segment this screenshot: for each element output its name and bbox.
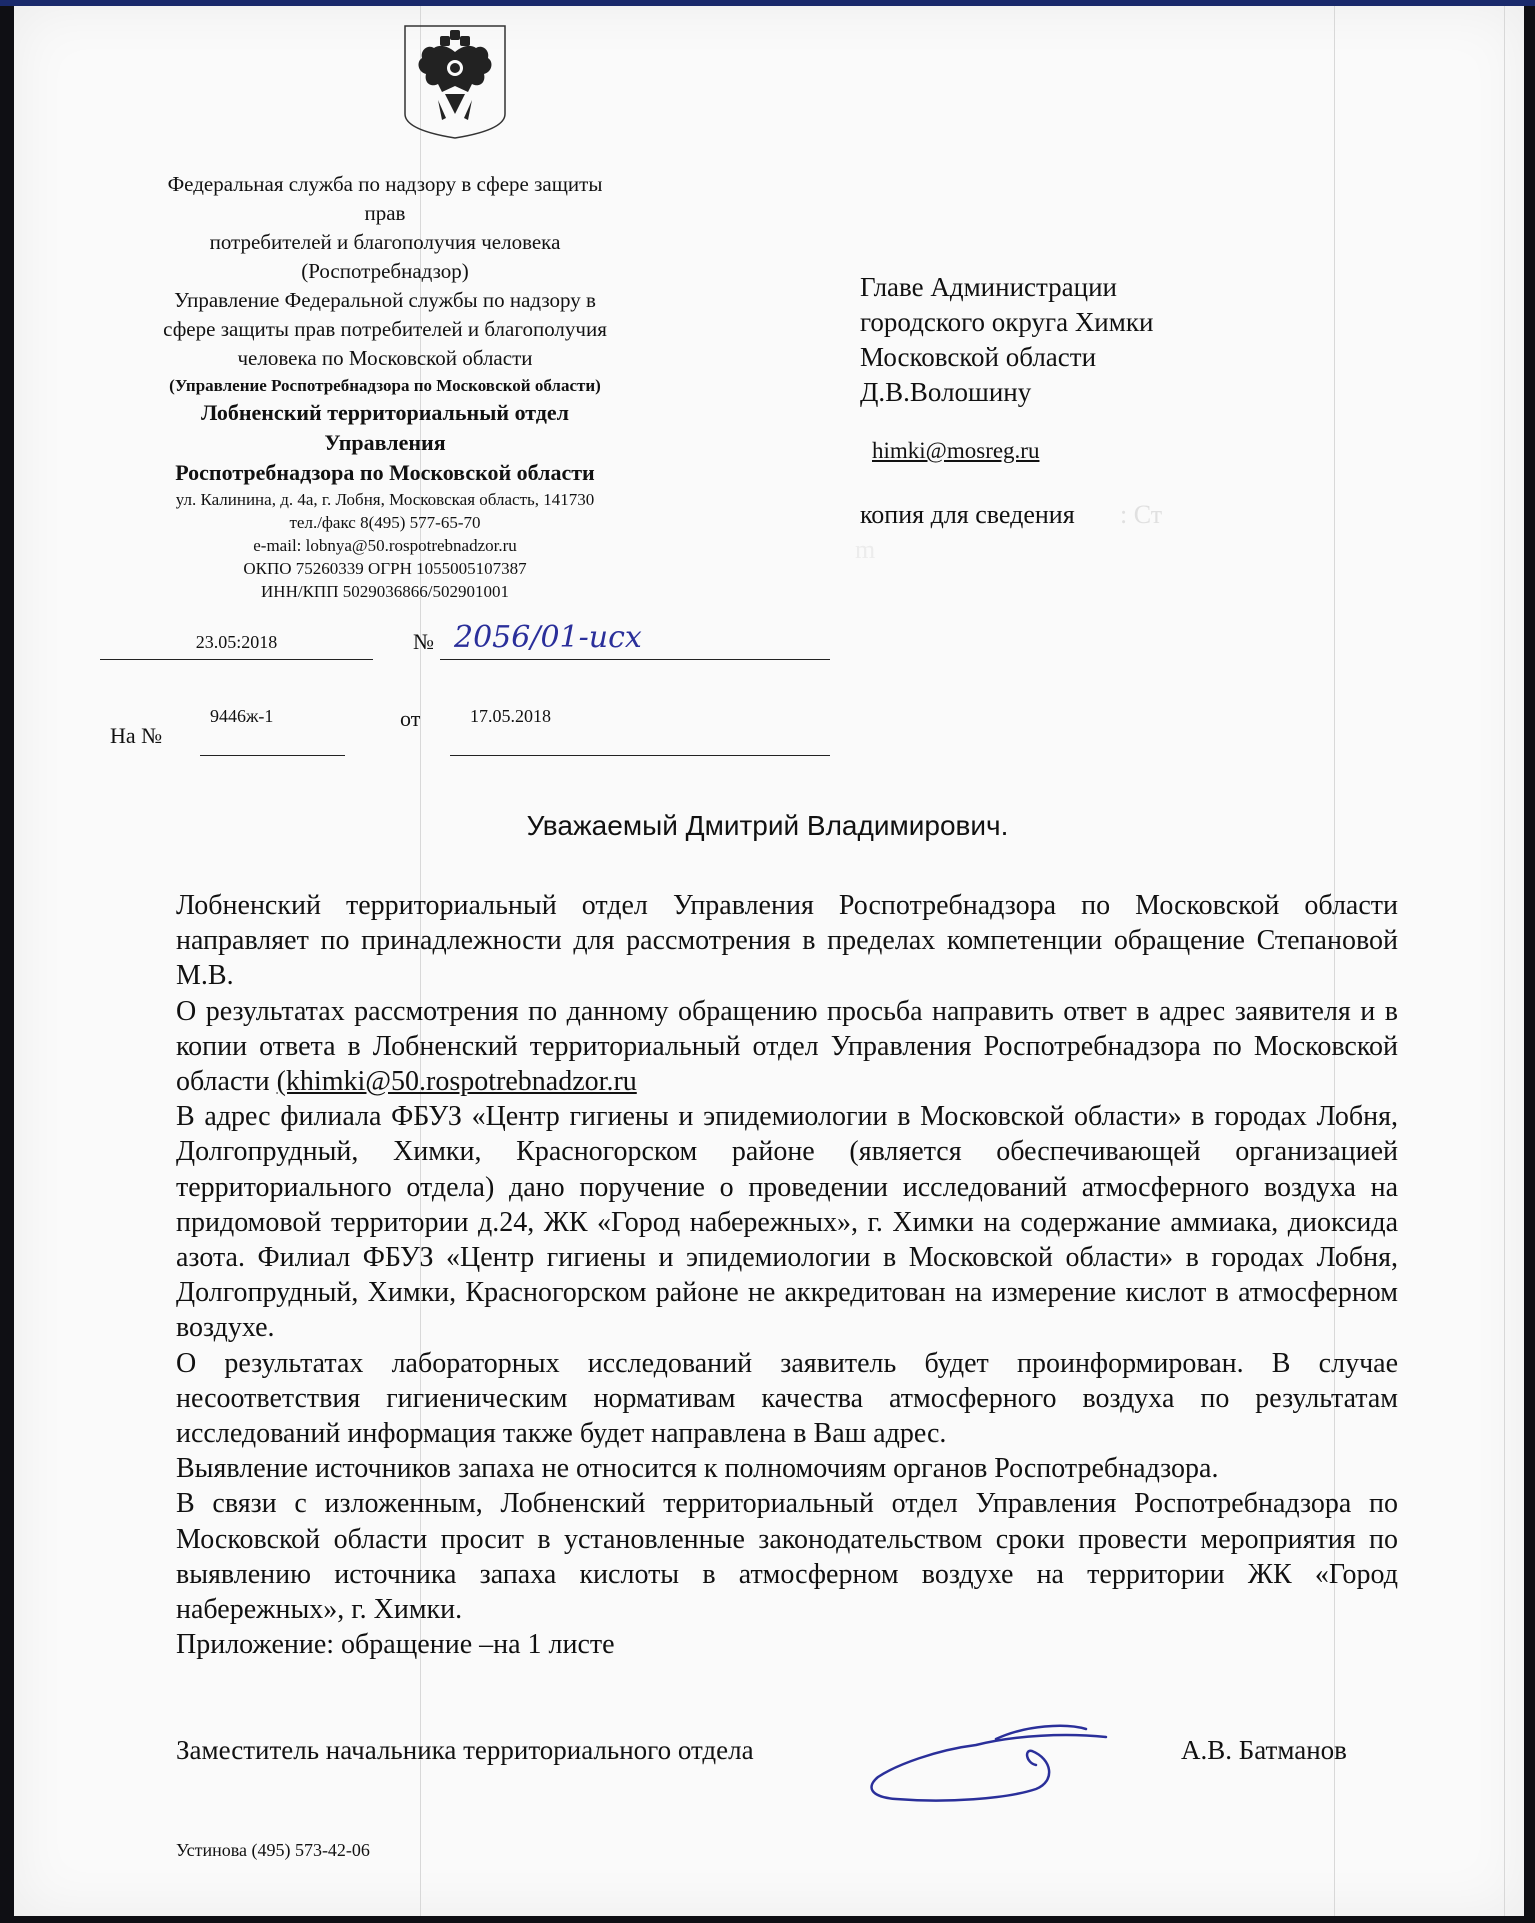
copy-note-faded: m [855,535,876,564]
incoming-reference [110,700,830,780]
handwritten-signature [856,1715,1126,1815]
body-paragraph: В связи с изложенным, Лобненский территориальный отдел Управления Роспотребнадзора по Московской области просит в установленные законодательством сроки провести мероприятия по выявлению источника запаха кислоты в атмосферном воздухе на территории ЖК «Город набережных», г. Химки. [176,1488,1398,1626]
letterhead-address: ул. Калинина, д. 4а, г. Лобня, Московская область, 141730 [175,490,595,509]
letterhead-line: Федеральная служба по надзору в сфере защиты прав [167,172,603,225]
copy-note-faded: : Ст [1120,500,1163,529]
letterhead-phone: тел./факс 8(495) 577-65-70 [289,513,481,532]
outgoing-date: 23.05:2018 [100,625,373,660]
in-reply-label: На № [110,723,163,748]
letterhead-line: человека по Московской области [237,346,533,370]
body-paragraph: Выявление источников запаха не относится к полномочиям органов Роспотребнадзора. [176,1453,1219,1485]
outgoing-reference [100,620,830,665]
letterhead-email: e-mail: lobnya@50.rospotrebnadzor.ru [253,536,517,555]
letterhead-department: Роспотребнадзора по Московской области [175,460,595,485]
letterhead-line: Управление Федеральной службы по надзору в [174,288,596,312]
attachment-note: Приложение: обращение –на 1 листе [176,1629,615,1661]
handwritten-number [450,611,650,661]
letterhead-inn: ИНН/КПП 5029036866/502901001 [261,582,509,601]
greeting: Уважаемый Дмитрий Владимирович. [526,810,1009,841]
handwritten-number-text: 2056/01-исх [454,620,642,655]
addressee-block [860,270,1153,410]
copy-note: копия для сведения [860,500,1075,529]
executor-contact: Устинова (495) 573-42-06 [176,1840,370,1860]
in-reply-number: 9446ж-1 [210,706,274,726]
addressee-line: городского округа Химки [860,307,1154,337]
signatory-name: А.В. Батманов [1181,1735,1347,1765]
letterhead-okpo: ОКПО 75260339 ОГРН 1055005107387 [243,559,527,578]
signature-row [176,1735,1376,1775]
body-paragraph [176,994,1398,1100]
scan-fold-line [1504,6,1505,1916]
number-sign: № [413,629,434,654]
letter-body [176,888,1398,1662]
coat-of-arms-emblem [400,22,510,142]
from-label: от [400,706,421,731]
in-reply-date-field [450,700,830,756]
addressee-line: Московской области [860,342,1097,372]
in-reply-date: 17.05.2018 [470,706,551,726]
in-reply-number-field [200,700,345,756]
body-paragraph: О результатах лабораторных исследований заявитель будет проинформирован. В случае несоответствия гигиеническим нормативам качества атмосферного воздуха по результатам исследований информация также будет направлена в Ваш адрес. [176,1347,1398,1450]
signatory-position: Заместитель начальника территориального отдела [176,1735,754,1765]
letterhead-line: (Роспотребнадзор) [301,259,469,283]
sender-letterhead [150,170,620,603]
email-link[interactable]: (khimki@50.rospotrebnadzor.ru [276,1066,637,1098]
body-paragraph: В адрес филиала ФБУЗ «Центр гигиены и эпидемиологии в Московской области» в городах Лобня, Долгопрудный, Химки, Красногорском районе (является обеспечивающей организацией территориального отдела) дано поручение о проведении исследований атмосферного воздуха на придомовой территории д.24, ЖК «Город набережных», г. Химки на содержание аммиака, диоксида азота. Филиал ФБУЗ «Центр гигиены и эпидемиологии в Московской области» в городах Лобня, Долгопрудный, Химки, Красногорском районе не аккредитован на измерение кислот в атмосферном воздухе. [176,1101,1398,1344]
letterhead-line: потребителей и благополучия человека [209,230,561,254]
letterhead-department: Лобненский территориальный отдел Управления [200,400,570,455]
addressee-email: himki@mosreg.ru [872,438,1040,463]
addressee-name: Д.В.Волошину [860,377,1032,407]
letterhead-line: сфере защиты прав потребителей и благополучия [163,317,607,341]
body-text: О результатах рассмотрения по данному обращению просьба направить ответ в адрес заявителя и в копии ответа в Лобненский территориальный отдел Управления Роспотребнадзора по Московской области [176,995,1398,1098]
letterhead-abbrev: (Управление Роспотребнадзора по Московской области) [169,376,601,395]
addressee-line: Главе Администрации [860,272,1117,302]
body-paragraph: Лобненский территориальный отдел Управления Роспотребнадзора по Московской области направляет по принадлежности для рассмотрения в пределах компетенции обращение Степановой М.В. [176,890,1398,992]
